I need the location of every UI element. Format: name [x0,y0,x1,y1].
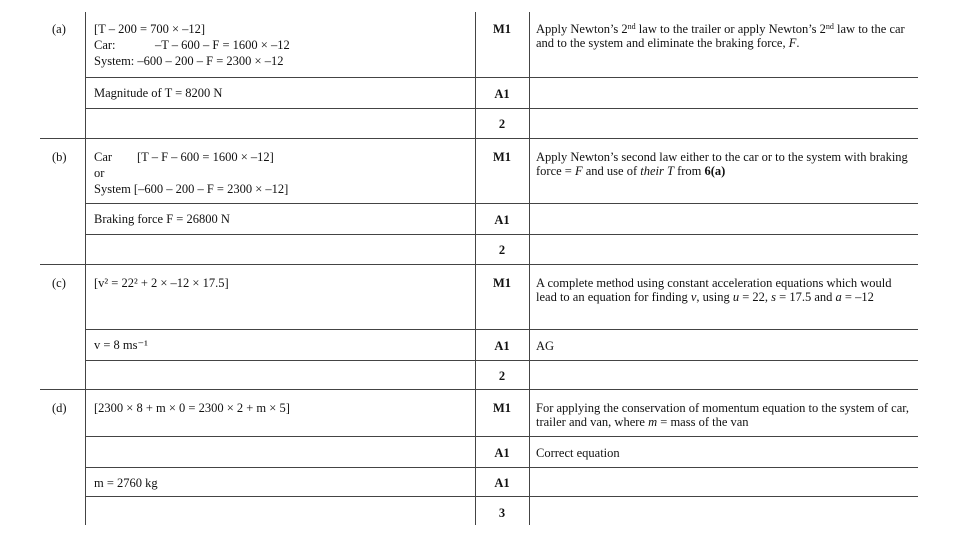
mark-code: A1 [494,476,510,490]
mark-code: M1 [492,276,512,290]
mark-total: 2 [498,117,506,131]
working-line: m = 2760 kg [94,476,158,490]
working-line: Car: [94,38,116,52]
mark-total: 3 [498,506,506,520]
working-line: or [94,166,105,180]
mark-total: 2 [498,243,506,257]
marking-note: Apply Newton’s 2nd law to the trailer or apply Newton’s 2nd law to the car and to the system and eliminate the braking force, F. [536,22,905,50]
row-separator [85,77,918,78]
part-label: (d) [52,401,67,415]
working-line: Car [94,150,113,164]
part-separator [40,264,918,265]
working-line: Magnitude of T = 8200 N [94,86,223,100]
working-line: [v² = 22² + 2 × –12 × 17.5] [94,276,229,290]
row-separator [85,467,918,468]
row-separator [85,329,918,330]
mark-code: M1 [492,150,512,164]
working-equation: –T – 600 – F = 1600 × –12 [155,38,290,52]
working-equation: [T – F – 600 = 1600 × –12] [137,150,274,164]
mark-code: A1 [494,446,510,460]
working-line: System [–600 – 200 – F = 2300 × –12] [94,182,289,196]
working-line: [2300 × 8 + m × 0 = 2300 × 2 + m × 5] [94,401,290,415]
working-line: System: –600 – 200 – F = 2300 × –12 [94,54,284,68]
part-separator [40,389,918,390]
row-separator [85,496,918,497]
working-line: v = 8 ms⁻¹ [94,338,148,352]
part-label: (a) [52,22,66,36]
mark-code: M1 [492,22,512,36]
row-separator [85,234,918,235]
marking-note: A complete method using constant acceleration equations which would lead to an equation for finding v, using u = 22, s = 17.5 and a = –12 [536,276,892,304]
mark-code: A1 [494,87,510,101]
mark-code: A1 [494,339,510,353]
row-separator [85,436,918,437]
marking-note: For applying the conservation of momentum equation to the system of car, trailer and van, where m = mass of the van [536,401,910,429]
marking-note: Correct equation [536,446,620,460]
working-line: Braking force F = 26800 N [94,212,230,226]
mark-code: M1 [492,401,512,415]
row-separator [85,360,918,361]
mark-code: A1 [494,213,510,227]
row-separator [85,203,918,204]
part-label: (c) [52,276,66,290]
part-label: (b) [52,150,67,164]
mark-total: 2 [498,369,506,383]
row-separator [85,108,918,109]
working-line: [T – 200 = 700 × –12] [94,22,206,36]
column-divider-mark [529,12,530,525]
marking-note: Apply Newton’s second law either to the car or to the system with braking force = F and use of their T from 6(a) [536,150,908,178]
marking-note: AG [536,339,555,353]
column-divider-working [475,12,476,525]
part-separator [40,138,918,139]
column-divider-label [85,12,86,525]
